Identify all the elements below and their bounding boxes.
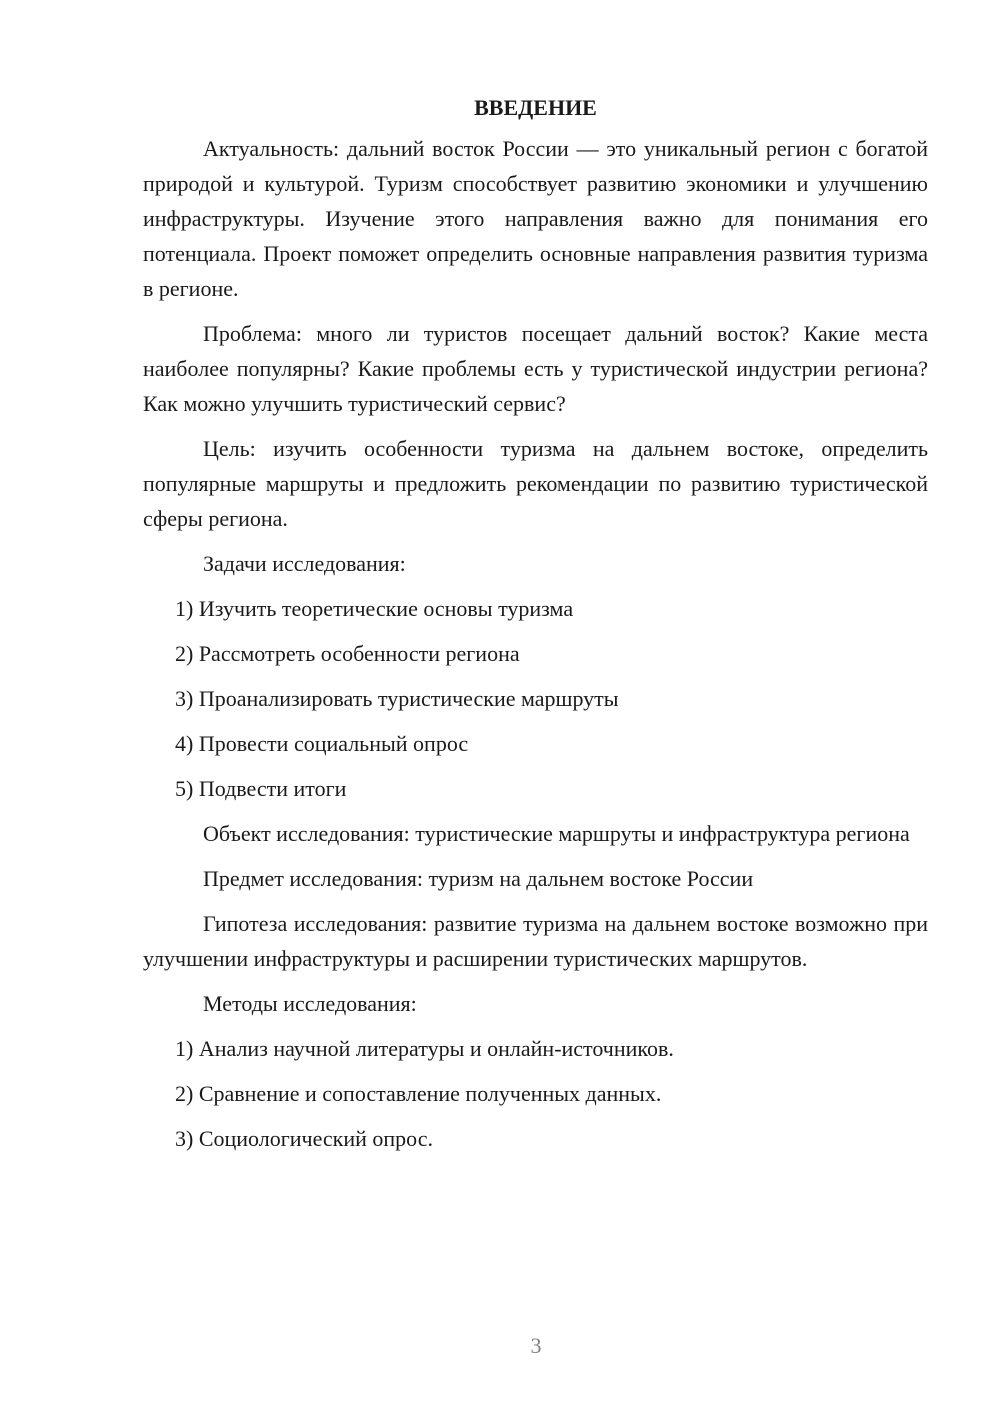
methods-list: [143, 1031, 928, 1156]
goal-paragraph: Цель: изучить особенности туризма на дальнем востоке, определить популярные маршруты и предложить рекомендации по развитию туристической сферы региона.: [143, 436, 928, 531]
task-item: 5) Подвести итоги: [175, 776, 347, 801]
page-number: 3: [530, 1333, 542, 1358]
problem-paragraph: Проблема: много ли туристов посещает дальний восток? Какие места наиболее популярны? Какие проблемы есть у туристической индустрии региона? Как можно улучшить туристический сервис?: [143, 321, 928, 416]
task-item: 2) Рассмотреть особенности региона: [175, 641, 520, 666]
page-title: ВВЕДЕНИЕ: [474, 95, 597, 120]
methods-heading: Методы исследования:: [203, 991, 417, 1016]
tasks-heading: Задачи исследования:: [203, 551, 406, 576]
relevance-paragraph: Актуальность: дальний восток России — это уникальный регион с богатой природой и культурой. Туризм способствует развитию экономики и улучшению инфраструктуры. Изучение этого направления важно для понимания его потенциала. Проект поможет определить основные направления развития туризма в регионе.: [143, 136, 928, 301]
page-content: [143, 90, 928, 1166]
subject-paragraph: Предмет исследования: туризм на дальнем востоке России: [203, 866, 754, 891]
hypothesis-paragraph: Гипотеза исследования: развитие туризма на дальнем востоке возможно при улучшении инфраструктуры и расширении туристических маршрутов.: [143, 911, 928, 971]
tasks-list: [143, 591, 928, 806]
task-item: 1) Изучить теоретические основы туризма: [175, 596, 574, 621]
task-item: 4) Провести социальный опрос: [175, 731, 469, 756]
method-item: 2) Сравнение и сопоставление полученных данных.: [175, 1081, 662, 1106]
task-item: 3) Проанализировать туристические маршруты: [175, 686, 619, 711]
method-item: 3) Социологический опрос.: [175, 1126, 433, 1151]
method-item: 1) Анализ научной литературы и онлайн-источников.: [175, 1036, 674, 1061]
object-paragraph: Объект исследования: туристические маршруты и инфраструктура региона: [203, 821, 910, 846]
